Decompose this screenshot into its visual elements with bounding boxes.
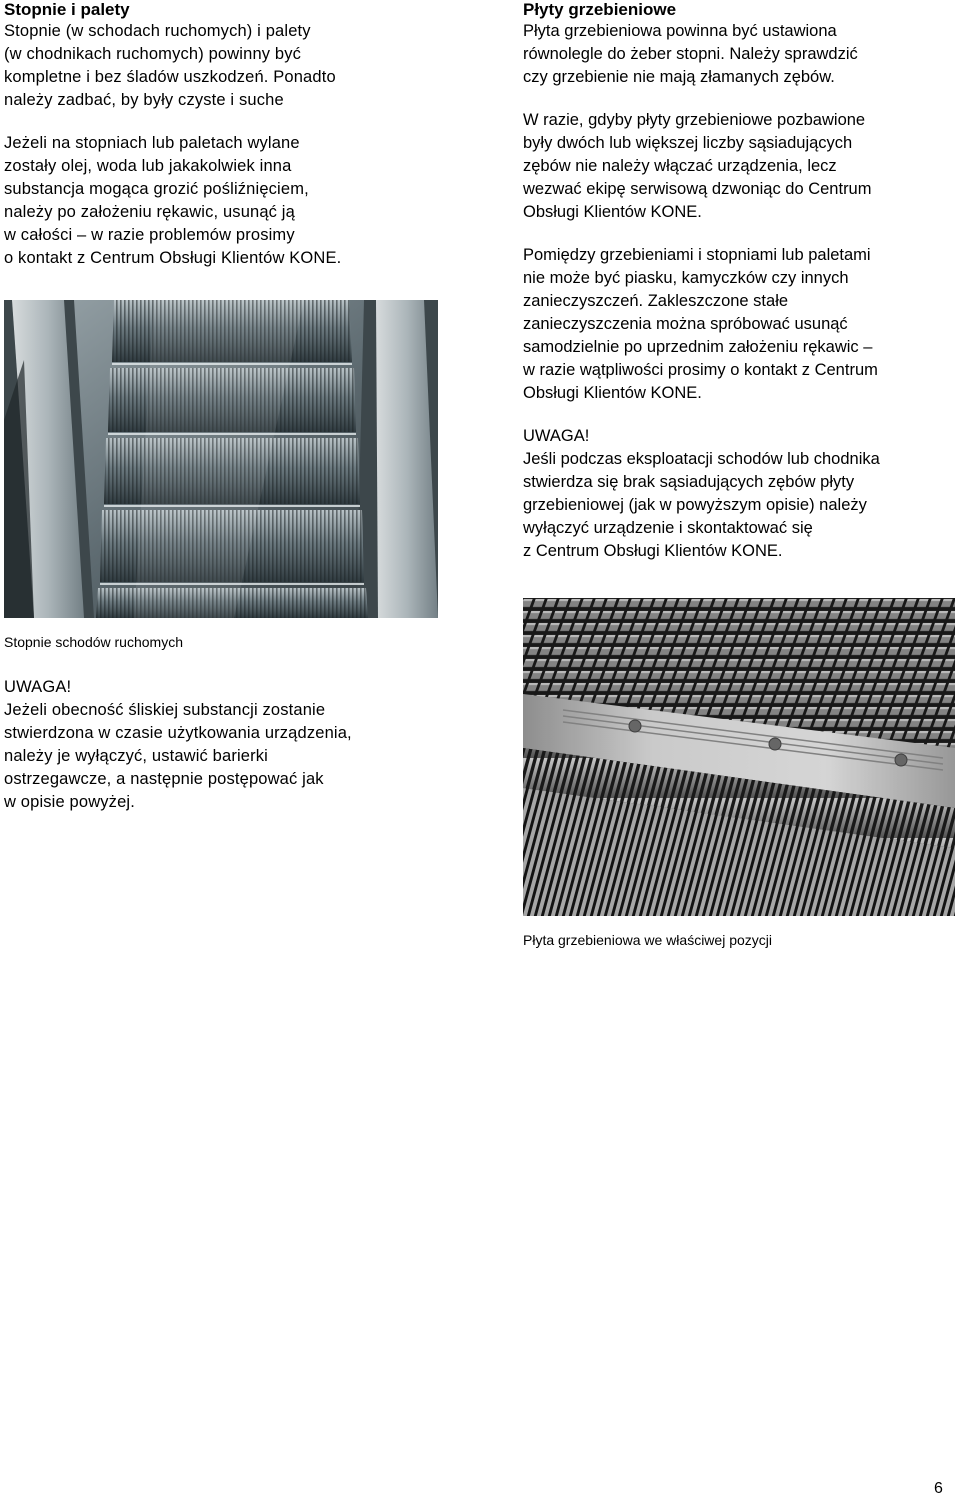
right-column (523, 0, 953, 583)
comb-photo-caption: Płyta grzebieniowa we właściwej pozycji (523, 932, 772, 948)
page-number: 6 (934, 1480, 943, 1497)
left-warning-title: UWAGA! (4, 678, 72, 696)
escalator-steps-photo (4, 300, 438, 618)
steps-paragraph-1: Stopnie (w schodach ruchomych) i palety (w chodnikach ruchomych) powinny być kompletne i bez śladów uszkodzeń. Ponadto należy zadbać, by były czyste i suche (4, 22, 336, 109)
section-heading-steps: Stopnie i palety (4, 0, 130, 19)
escalator-photo-caption: Stopnie schodów ruchomych (4, 634, 183, 650)
comb-paragraph-3: Pomiędzy grzebieniami i stopniami lub paletami nie może być piasku, kamyczków czy innych zanieczyszczeń. Zakleszczone stałe zanieczyszczenia można spróbować usunąć samodzielnie po uprzednim założeniu rękawic – w razie wątpliwości prosimy o kontakt z Centrum Obsługi Klientów KONE. (523, 246, 878, 402)
escalator-steps-illustration (4, 300, 438, 618)
comb-plate-illustration (523, 598, 955, 916)
right-warning-title: UWAGA! (523, 427, 590, 445)
comb-paragraph-2: W razie, gdyby płyty grzebieniowe pozbawione były dwóch lub większej liczby sąsiadujących zębów nie należy włączać urządzenia, lecz wezwać ekipę serwisową dzwoniąc do Centrum Obsługi Klientów KONE. (523, 111, 872, 221)
left-warning-block (4, 676, 444, 834)
comb-paragraph-1: Płyta grzebieniowa powinna być ustawiona równolegle do żeber stopni. Należy sprawdzić czy grzebienie nie mają złamanych zębów. (523, 22, 858, 86)
left-warning-text: Jeżeli obecność śliskiej substancji zostanie stwierdzona w czasie użytkowania urządzenia, należy je wyłączyć, ustawić barierki ostrzegawcze, a następnie postępować jak w opisie powyżej. (4, 701, 352, 811)
left-column (4, 0, 444, 290)
section-heading-comb-plates: Płyty grzebieniowe (523, 0, 677, 19)
comb-plate-photo (523, 598, 955, 916)
steps-paragraph-2: Jeżeli na stopniach lub paletach wylane zostały olej, woda lub jakakolwiek inna substancja mogąca grozić pośliźnięciem, należy po założeniu rękawic, usunąć ją w całości – w razie problemów prosimy o kontakt z Centrum Obsługi Klientów KONE. (4, 134, 342, 267)
right-warning-text: Jeśli podczas eksploatacji schodów lub chodnika stwierdza się brak sąsiadujących zębów płyty grzebieniowej (jak w powyższym opisie) należy wyłączyć urządzenie i skontaktować się z Centrum Obsługi Klientów KONE. (523, 450, 880, 560)
